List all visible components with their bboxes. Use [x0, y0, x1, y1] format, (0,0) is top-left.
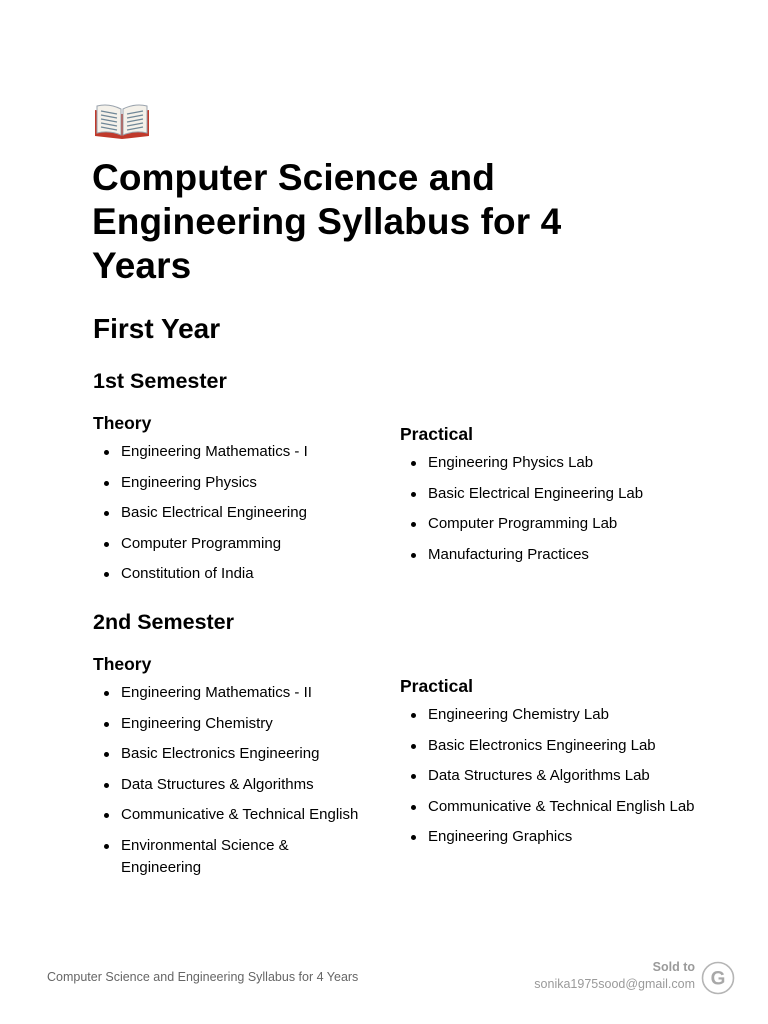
semester-2-practical-list	[400, 704, 695, 857]
list-item: Basic Electrical Engineering Lab	[400, 483, 690, 505]
sold-to-label: Sold to	[652, 960, 695, 974]
list-item: Manufacturing Practices	[400, 544, 690, 566]
list-item: Basic Electrical Engineering	[93, 502, 383, 524]
semester-2-theory-heading: Theory	[93, 654, 152, 674]
semester-2-theory-list	[93, 682, 383, 888]
list-item: Constitution of India	[93, 563, 383, 585]
list-item: Engineering Graphics	[400, 826, 690, 848]
semester-1-heading: 1st Semester	[93, 369, 227, 393]
list-item: Engineering Physics	[93, 472, 383, 494]
buyer-email: sonika1975sood@gmail.com	[534, 977, 695, 991]
list-item: Basic Electronics Engineering Lab	[400, 735, 690, 757]
list-item: Computer Programming	[93, 533, 383, 555]
semester-1-practical-heading: Practical	[400, 424, 473, 444]
footer-document-title: Computer Science and Engineering Syllabus for 4 Years	[47, 970, 359, 984]
semester-2-heading: 2nd Semester	[93, 610, 235, 634]
list-item: Data Structures & Algorithms	[93, 774, 383, 796]
list-item: Engineering Mathematics - I	[93, 441, 383, 463]
list-item: Basic Electronics Engineering	[93, 743, 383, 765]
list-item: Communicative & Technical English	[93, 804, 383, 826]
publisher-logo-icon	[701, 961, 735, 995]
document-title: Computer Science and Engineering Syllabus for 4 Years	[92, 157, 562, 286]
list-item: Data Structures & Algorithms Lab	[400, 765, 690, 787]
open-book-icon	[93, 102, 151, 140]
semester-1-theory-list	[93, 441, 383, 594]
list-item: Environmental Science & Engineering	[93, 835, 331, 879]
list-item: Engineering Chemistry	[93, 713, 383, 735]
semester-1-theory-heading: Theory	[93, 413, 152, 433]
year-heading: First Year	[93, 313, 221, 344]
logo-letter: G	[710, 968, 726, 990]
list-item: Engineering Chemistry Lab	[400, 704, 690, 726]
semester-1-practical-list	[400, 452, 690, 574]
semester-2-practical-heading: Practical	[400, 676, 473, 696]
list-item: Communicative & Technical English Lab	[400, 796, 698, 818]
list-item: Engineering Physics Lab	[400, 452, 690, 474]
list-item: Engineering Mathematics - II	[93, 682, 383, 704]
list-item: Computer Programming Lab	[400, 513, 690, 535]
